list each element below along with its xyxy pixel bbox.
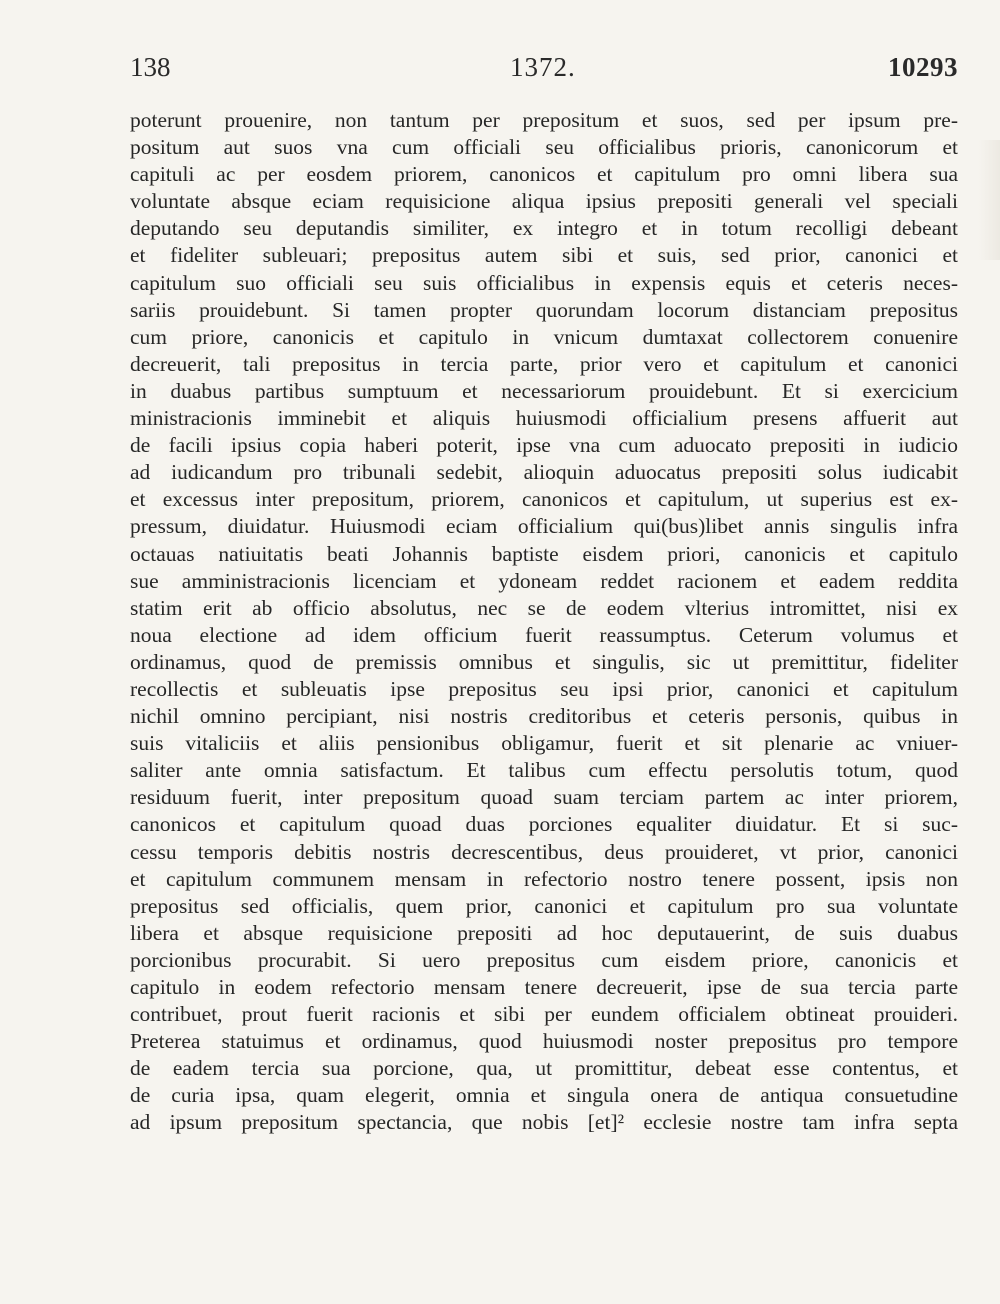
- text-line: deputando seu deputandis similiter, ex integro et in totum recolligi debeant: [130, 216, 958, 241]
- text-line: capitulo in eodem refectorio mensam tenere decreuerit, ipse de sua tercia parte: [130, 975, 958, 999]
- text-line: cessu temporis debitis nostris decrescentibus, deus prouideret, vt prior, canonici: [130, 839, 958, 864]
- text-line: residuum fuerit, inter prepositum quoad suam terciam partem ac inter priorem,: [130, 785, 958, 810]
- document-number: 10293: [888, 52, 958, 82]
- text-line: voluntate absque eciam requisicione aliqua ipsius prepositi generali vel speciali: [130, 189, 958, 214]
- text-line: positum aut suos vna cum officiali seu officialibus prioris, canonicorum et: [130, 135, 958, 160]
- text-line: pressum, diuidatur. Huiusmodi eciam officialium qui(bus)libet annis singulis infra: [130, 514, 958, 539]
- text-line: nichil omnino percipiant, nisi nostris creditoribus et ceteris personis, quibus in: [130, 704, 958, 729]
- text-line: porcionibus procurabit. Si uero prepositus cum eisdem priore, canonicis et: [130, 947, 958, 972]
- text-line: noua electione ad idem officium fuerit reassumptus. Ceterum volumus et: [130, 622, 958, 647]
- body-text: [130, 107, 958, 1137]
- text-line: saliter ante omnia satisfactum. Et talibus cum effectu persolutis totum, quod: [130, 758, 958, 783]
- document-year: 1372.: [510, 52, 576, 82]
- text-line: sariis prouidebunt. Si tamen propter quorundam locorum distanciam prepositus: [130, 297, 958, 322]
- text-line: suis vitaliciis et aliis pensionibus obligamur, fuerit et sit plenarie ac vniuer-: [130, 731, 958, 756]
- text-line: octauas natiuitatis beati Johannis baptiste eisdem priori, canonicis et capitulo: [130, 541, 958, 566]
- text-line: de curia ipsa, quam elegerit, omnia et singula onera de antiqua consuetudine: [130, 1083, 958, 1108]
- text-line: capituli ac per eosdem priorem, canonicos et capitulum pro omni libera sua: [130, 162, 958, 187]
- text-line: ad ipsum prepositum spectancia, que nobis [et]² ecclesie nostre tam infra septa: [130, 1110, 958, 1135]
- text-line: libera et absque requisicione prepositi ad hoc deputauerint, de suis duabus: [130, 920, 958, 945]
- text-line: canonicos et capitulum quoad duas porciones equaliter diuidatur. Et si suc-: [130, 812, 958, 837]
- text-line: prepositus sed officialis, quem prior, canonici et capitulum pro sua voluntate: [130, 893, 958, 918]
- text-line: et fideliter subleuari; prepositus autem sibi et suis, sed prior, canonici et: [130, 243, 958, 268]
- text-line: et capitulum communem mensam in refectorio nostro tenere possent, ipsis non: [130, 866, 958, 891]
- text-line: recollectis et subleuatis ipse prepositus seu ipsi prior, canonici et capitulum: [130, 676, 958, 701]
- page-header: [130, 50, 958, 84]
- text-line: in duabus partibus sumptuum et necessariorum prouidebunt. Et si exercicium: [130, 378, 958, 403]
- text-line: sue amministracionis licenciam et ydoneam reddet racionem et eadem reddita: [130, 568, 958, 593]
- text-line: cum priore, canonicis et capitulo in vnicum dumtaxat collectorem conuenire: [130, 324, 958, 349]
- text-line: de facili ipsius copia haberi poterit, ipse vna cum aduocato prepositi in iudicio: [130, 433, 958, 458]
- page-edge-shading: [978, 140, 1000, 260]
- text-line: de eadem tercia sua porcione, qua, ut promittitur, debeat esse contentus, et: [130, 1056, 958, 1081]
- text-line: poterunt prouenire, non tantum per prepositum et suos, sed per ipsum pre-: [130, 108, 958, 132]
- text-line: Preterea statuimus et ordinamus, quod huiusmodi noster prepositus pro tempore: [130, 1029, 958, 1054]
- text-line: capitulum suo officiali seu suis officialibus in expensis equis et ceteris neces-: [130, 270, 958, 295]
- text-line: ordinamus, quod de premissis omnibus et singulis, sic ut premittitur, fideliter: [130, 649, 958, 674]
- text-line: contribuet, prout fuerit racionis et sibi per eundem officialem obtineat prouideri.: [130, 1002, 958, 1027]
- text-line: decreuerit, tali prepositus in tercia parte, prior vero et capitulum et canonici: [130, 351, 958, 376]
- text-line: ad iudicandum pro tribunali sedebit, alioquin aduocatus prepositi solus iudicabit: [130, 460, 958, 485]
- text-line: et excessus inter prepositum, priorem, canonicos et capitulum, ut superius est ex-: [130, 487, 958, 512]
- page-number: 138: [130, 52, 171, 82]
- text-line: statim erit ab officio absolutus, nec se de eodem vlterius intromittet, nisi ex: [130, 595, 958, 620]
- text-line: ministracionis imminebit et aliquis huiusmodi officialium presens affuerit aut: [130, 406, 958, 431]
